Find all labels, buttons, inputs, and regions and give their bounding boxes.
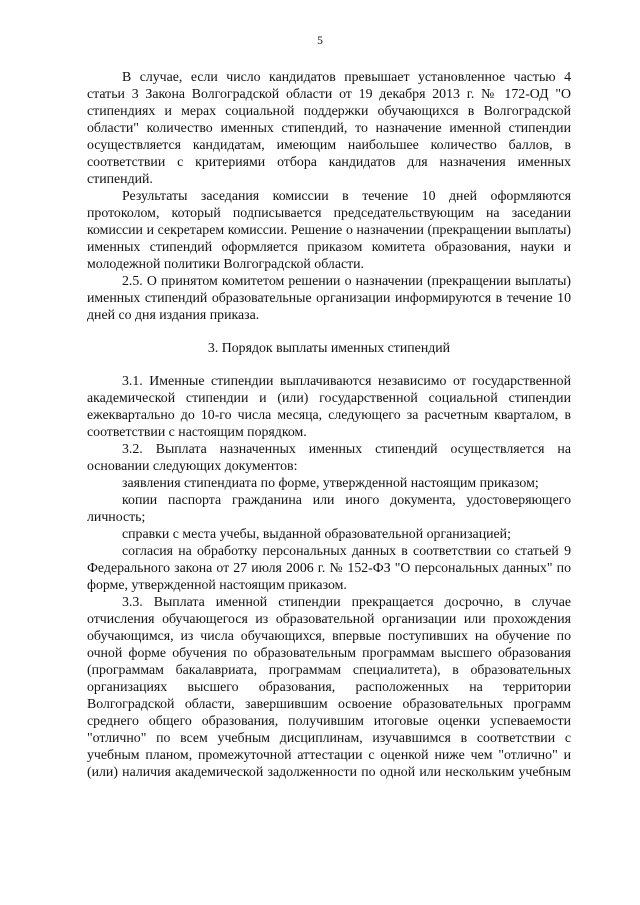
paragraph-3-3: 3.3. Выплата именной стипендии прекращается досрочно, в случае отчисления обучающегося из образовательной организации или прохождения обучающимся, из числа обучающихся, впервые поступивших на обучение по очной форме обучения по образовательным программам высшего образования (программам бакалавриата, программам специалитета), в образовательных организациях высшего образования, расположенных на территории Волгоградской области, завершившим освоение образовательных программ среднего общего образования, получившим итоговые оценки успеваемости "отлично" по всем учебным дисциплинам, изучавшимся в соответствии с учебным планом, промежуточной аттестации с оценкой ниже чем "отлично" и (или) наличия академической задолженности по одной или нескольким учебным <box>87 594 571 779</box>
paragraph-commission-results: Результаты заседания комиссии в течение 10 дней оформляются протоколом, который подписывается председательствующим на заседании комиссии и секретарем комиссии. Решение о назначении (прекращении выплаты) именных стипендий оформляется приказом комитета образования, науки и молодежной политики Волгоградской области. <box>87 188 571 271</box>
paragraph-3-2: 3.2. Выплата назначенных именных стипендий осуществляется на основании следующих документов: <box>87 441 571 473</box>
list-item-personal-data-consent: согласия на обработку персональных данных в соответствии со статьей 9 Федерального закона от 27 июля 2006 г. № 152-ФЗ "О персональных данных" по форме, утвержденной настоящим приказом. <box>87 543 571 592</box>
paragraph-2-5: 2.5. О принятом комитетом решении о назначении (прекращении выплаты) именных стипендий образовательные организации информируются в течение 10 дней со дня издания приказа. <box>87 273 571 322</box>
paragraph-3-1: 3.1. Именные стипендии выплачиваются независимо от государственной академической стипендии и (или) государственной социальной стипендии ежеквартально до 10-го числа месяца, следующего за расчетным кварталом, в соответствии с настоящим порядком. <box>87 373 571 439</box>
list-item-study-certificate: справки с места учебы, выданной образовательной организацией; <box>122 526 511 541</box>
paragraph-candidates-exceed: В случае, если число кандидатов превышает установленное частью 4 статьи 3 Закона Волгоградской области от 19 декабря 2013 г. № 172-ОД "О стипендиях и мерах социальной поддержки обучающихся в Волгоградской области" количество именных стипендий, то назначение именной стипендии осуществляется кандидатам, имеющим наибольшее количество баллов, в соответствии с критериями отбора кандидатов для назначения именных стипендий. <box>87 69 571 186</box>
section-heading: 3. Порядок выплаты именных стипендий <box>207 340 451 355</box>
document-body <box>87 68 571 780</box>
spacer <box>87 323 571 327</box>
list-item-passport-copy: копии паспорта гражданина или иного документа, удостоверяющего личность; <box>87 492 571 524</box>
page-number: 5 <box>317 35 323 47</box>
list-item-application: заявления стипендиата по форме, утвержденной настоящим приказом; <box>122 475 539 490</box>
